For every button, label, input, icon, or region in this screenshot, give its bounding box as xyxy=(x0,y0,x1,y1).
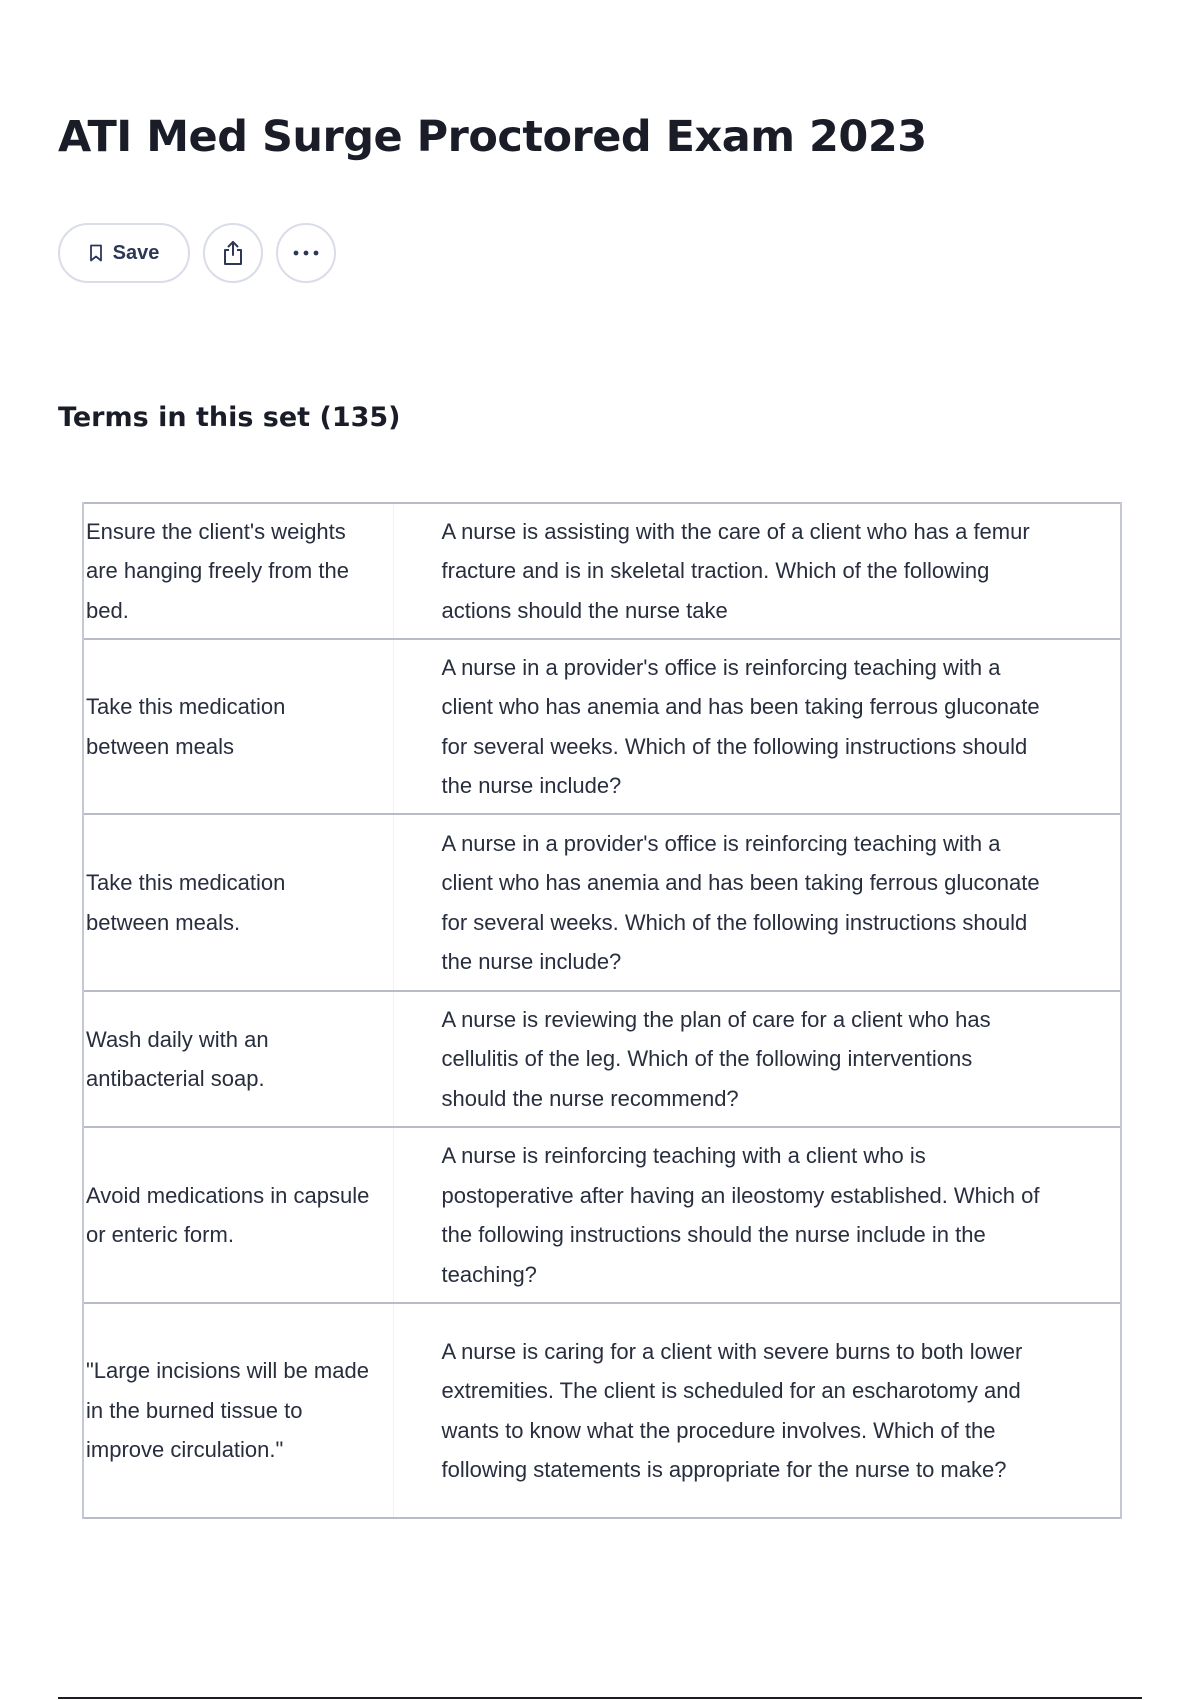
term-text: Ensure the client's weights are hanging freely from the bed. xyxy=(83,503,393,639)
page-divider xyxy=(58,1697,1142,1699)
definition-text: A nurse is reinforcing teaching with a client who is postoperative after having an ileostomy established. Which of the following instructions should the nurse include in the teaching? xyxy=(393,1127,1121,1303)
term-text: Avoid medications in capsule or enteric form. xyxy=(83,1127,393,1303)
share-icon xyxy=(221,240,245,266)
set-actions-toolbar xyxy=(58,223,336,283)
page-title: ATI Med Surge Proctored Exam 2023 xyxy=(58,112,927,162)
term-row xyxy=(83,639,1121,814)
share-button[interactable] xyxy=(203,223,263,283)
save-button[interactable] xyxy=(58,223,190,283)
bookmark-icon xyxy=(89,244,103,262)
definition-text: A nurse in a provider's office is reinforcing teaching with a client who has anemia and has been taking ferrous gluconate for several weeks. Which of the following instructions should the nurse include? xyxy=(393,814,1121,991)
term-text: "Large incisions will be made in the burned tissue to improve circulation." xyxy=(83,1303,393,1518)
term-text: Take this medication between meals xyxy=(83,639,393,814)
term-row xyxy=(83,991,1121,1127)
save-button-label: Save xyxy=(112,241,160,264)
definition-text: A nurse is reviewing the plan of care for a client who has cellulitis of the leg. Which of the following interventions should the nurse recommend? xyxy=(393,991,1121,1127)
term-text: Wash daily with an antibacterial soap. xyxy=(83,991,393,1127)
definition-text: A nurse is assisting with the care of a client who has a femur fracture and is in skeletal traction. Which of the following actions should the nurse take xyxy=(393,503,1121,639)
definition-text: A nurse in a provider's office is reinforcing teaching with a client who has anemia and has been taking ferrous gluconate for several weeks. Which of the following instructions should the nurse include? xyxy=(393,639,1121,814)
term-row xyxy=(83,503,1121,639)
more-options-icon xyxy=(293,250,319,256)
term-row xyxy=(83,1303,1121,1518)
term-text: Take this medication between meals. xyxy=(83,814,393,991)
more-options-button[interactable] xyxy=(276,223,336,283)
term-row xyxy=(83,1127,1121,1303)
terms-table xyxy=(82,502,1122,1519)
term-row xyxy=(83,814,1121,991)
definition-text: A nurse is caring for a client with severe burns to both lower extremities. The client is scheduled for an escharotomy and wants to know what the procedure involves. Which of the following statements is appropriate for the nurse to make? xyxy=(393,1303,1121,1518)
terms-heading: Terms in this set (135) xyxy=(58,402,401,433)
